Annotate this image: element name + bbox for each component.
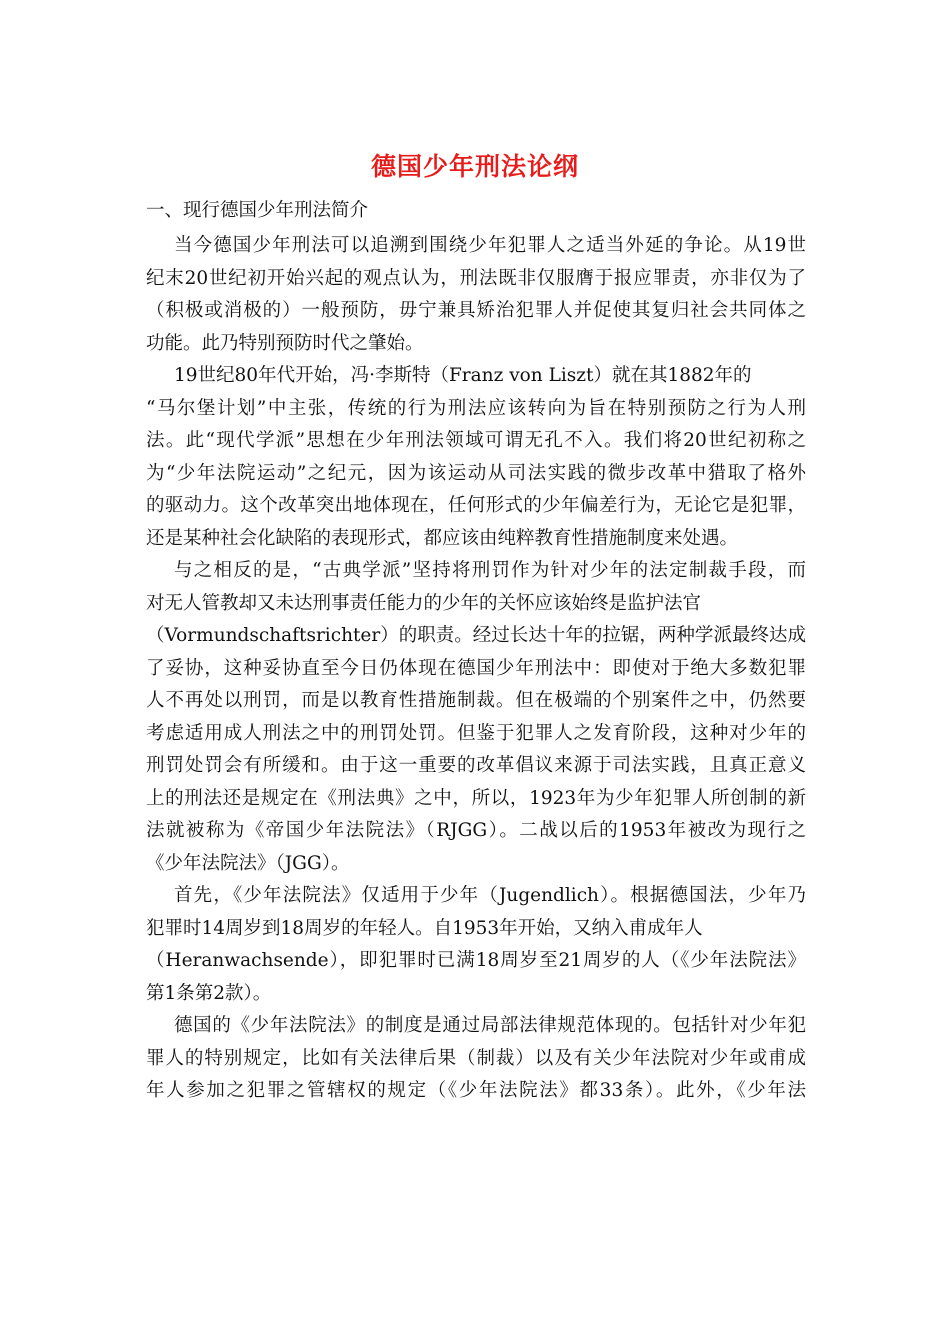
text-line: 上的刑法还是规定在《刑法典》之中，所以，1923年为少年犯罪人所创制的新: [146, 787, 806, 809]
text-line: 法。此“现代学派”思想在少年刑法领域可谓无孔不入。我们将20世纪初称之: [146, 430, 806, 451]
text-line: 《少年法院法》（JGG）。: [146, 852, 350, 874]
text-line: 对无人管教却又未达刑事责任能力的少年的关怀应该始终是监护法官: [146, 592, 702, 614]
text-line: “马尔堡计划”中主张，传统的行为刑法应该转向为旨在特别预防之行为人刑: [146, 397, 806, 419]
text-line: 考虑适用成人刑法之中的刑罚处罚。但鉴于犯罪人之发育阶段，这种对少年的: [146, 722, 806, 744]
document-title: 德国少年刑法论纲: [370, 152, 579, 181]
section-heading: 一、现行德国少年刑法简介: [146, 200, 369, 221]
text-line: 法就被称为《帝国少年法院法》（RJGG）。二战以后的1953年被改为现行之: [146, 820, 806, 841]
text-line: 第1条第2款）。: [146, 982, 272, 1004]
text-line: 纪末20世纪初开始兴起的观点认为，刑法既非仅服膺于报应罪责，亦非仅为了: [146, 267, 806, 289]
body-text: [146, 230, 806, 1108]
text-line: 的驱动力。这个改革突出地体现在，任何形式的少年偏差行为，无论它是犯罪，: [146, 495, 806, 516]
text-line: 人不再处以刑罚，而是以教育性措施制裁。但在极端的个别案件之中，仍然要: [146, 690, 806, 711]
text-line: 还是某种社会化缺陷的表现形式，都应该由纯粹教育性措施制度来处遇。: [146, 527, 739, 549]
text-line: （Heranwachsende），即犯罪时已满18周岁至21周岁的人（《少年法院法》: [146, 950, 806, 971]
text-line: 犯罪时14周岁到18周岁的年轻人。自1953年开始，又纳入甫成年人: [146, 917, 703, 939]
text-line: 19世纪80年代开始，冯·李斯特（Franz von Liszt）就在其1882年的: [174, 365, 752, 386]
text-line: 年人参加之犯罪之管辖权的规定（《少年法院法》都33条）。此外，《少年法: [146, 1080, 806, 1101]
text-line: 与之相反的是，“古典学派”坚持将刑罚作为针对少年的法定制裁手段，而: [174, 560, 806, 581]
text-line: 了妥协，这种妥协直至今日仍体现在德国少年刑法中：即使对于绝大多数犯罪: [146, 657, 806, 679]
text-line: 罪人的特别规定，比如有关法律后果（制裁）以及有关少年法院对少年或甫成: [146, 1047, 806, 1069]
text-line: 德国的《少年法院法》的制度是通过局部法律规范体现的。包括针对少年犯: [174, 1015, 806, 1036]
text-line: 功能。此乃特别预防时代之肇始。: [146, 332, 424, 354]
text-line: 当今德国少年刑法可以追溯到围绕少年犯罪人之适当外延的争论。从19世: [174, 235, 806, 256]
text-line: （积极或消极的）一般预防，毋宁兼具矫治犯罪人并促使其复归社会共同体之: [146, 300, 806, 321]
text-line: （Vormundschaftsrichter）的职责。经过长达十年的拉锯，两种学派最终达成: [146, 625, 806, 646]
text-line: 为“少年法院运动”之纪元，因为该运动从司法实践的微步改革中猎取了格外: [146, 462, 806, 484]
text-line: 刑罚处罚会有所缓和。由于这一重要的改革倡议来源于司法实践，且真正意义: [146, 755, 806, 776]
text-line: 首先，《少年法院法》仅适用于少年（Jugendlich）。根据德国法，少年乃: [174, 885, 806, 906]
